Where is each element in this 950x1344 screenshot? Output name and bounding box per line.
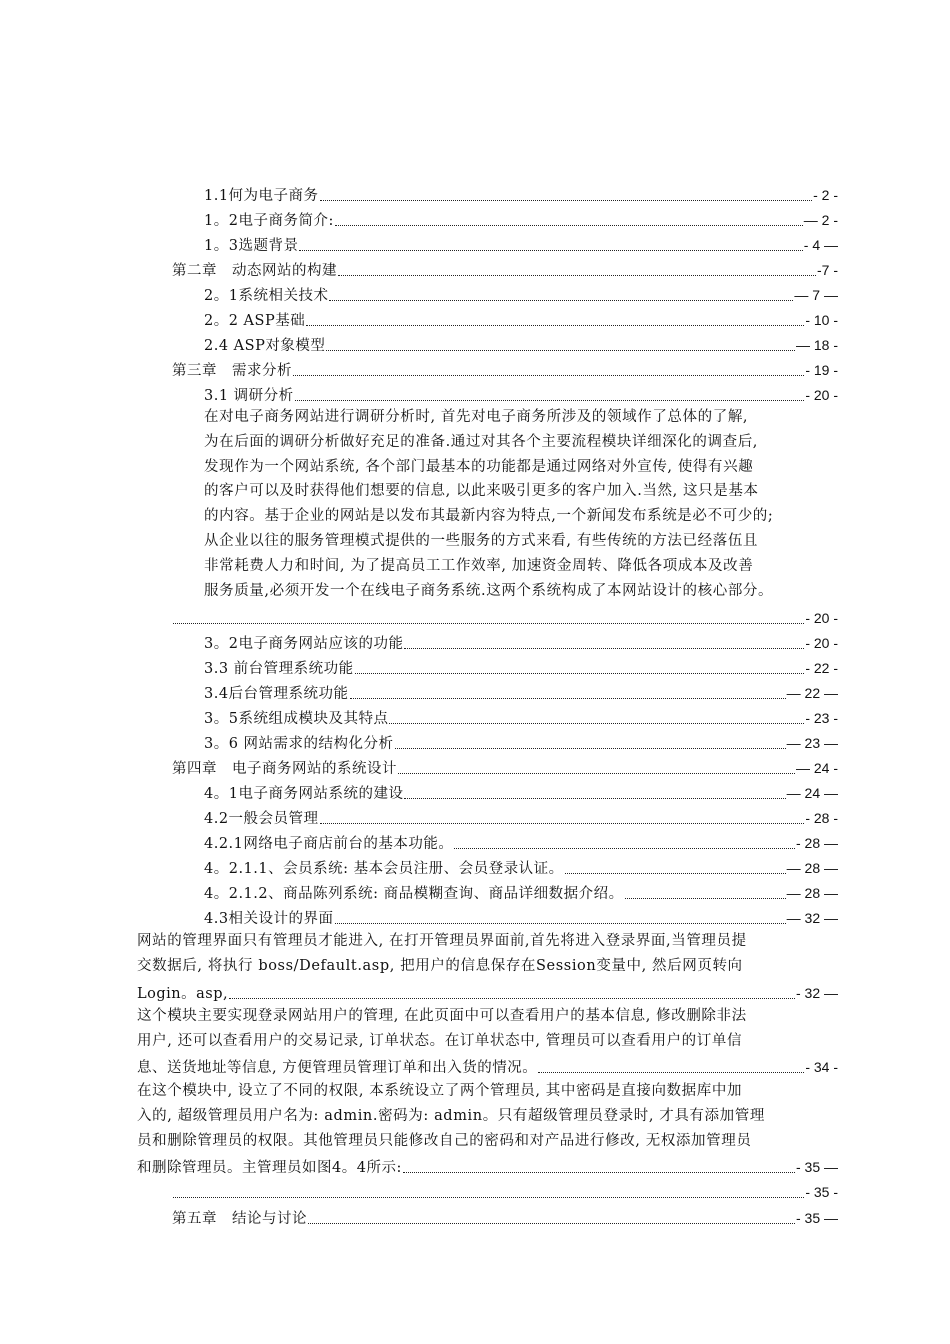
dot-leader [295, 400, 805, 401]
toc-entry[interactable] [204, 283, 838, 307]
toc-entry[interactable] [204, 183, 838, 207]
paragraph-line: 服务质量,必须开发一个在线电子商务系统.这两个系统构成了本网站设计的核心部分。 [204, 582, 774, 599]
dot-leader [173, 1197, 804, 1198]
paragraph-line: 非常耗费人力和时间, 为了提高员工工作效率, 加速资金周转、降低各项成本及改善 [204, 557, 754, 574]
paragraph-line: 在对电子商务网站进行调研分析时, 首先对电子商务所涉及的领域作了总体的了解, [204, 409, 749, 425]
permission-paragraph [137, 1079, 847, 1153]
toc-entry[interactable] [204, 308, 838, 332]
dot-leader [389, 723, 804, 724]
toc-entry-page: - 28 - [805, 810, 838, 826]
toc-entry-page: - 2 - [813, 187, 838, 203]
toc-entry[interactable] [204, 806, 838, 830]
toc-entry[interactable] [137, 1055, 838, 1079]
toc-chapter[interactable] [172, 1206, 838, 1230]
toc-entry-page: - 20 - [805, 610, 838, 626]
user-paragraph [137, 1004, 847, 1054]
paragraph-line: 这个模块主要实现登录网站用户的管理, 在此页面中可以查看用户的基本信息, 修改删除非法 [137, 1008, 747, 1024]
toc-entry-page: - 35 - [805, 1184, 838, 1200]
toc-entry[interactable] [204, 731, 838, 755]
dot-leader [335, 923, 786, 924]
toc-entry-page: - 34 - [805, 1059, 838, 1075]
toc-entry-title: Login。asp, [137, 986, 229, 1002]
toc-entry-title: 1。2电子商务简介: [204, 213, 334, 229]
toc-entry-title: 2。1系统相关技术 [204, 288, 329, 304]
dot-leader [403, 1172, 795, 1173]
dot-leader [326, 350, 795, 351]
paragraph-line: 网站的管理界面只有管理员才能进入, 在打开管理员界面前,首先将进入登录界面,当管理员提 [137, 933, 747, 949]
dot-leader [350, 698, 786, 699]
toc-entry-title: 3。5系统组成模块及其特点 [204, 711, 389, 727]
toc-entry-page: - 19 - [805, 362, 838, 378]
toc-entry[interactable] [204, 383, 838, 407]
toc-entry-title: 息、送货地址等信息, 方便管理员管理订单和出入货的情况。 [137, 1060, 538, 1076]
toc-entry[interactable] [204, 656, 838, 680]
dot-leader [398, 773, 795, 774]
dot-leader [404, 648, 804, 649]
toc-entry-title: 3.1 调研分析 [204, 388, 294, 404]
toc-entry[interactable] [204, 781, 838, 805]
toc-entry-title: 和删除管理员。主管理员如图4。4所示: [137, 1160, 402, 1176]
toc-leader-line[interactable] [172, 606, 838, 630]
toc-entry-title: 3.4后台管理系统功能 [204, 686, 349, 702]
toc-entry[interactable] [204, 333, 838, 357]
dot-leader [320, 200, 813, 201]
dot-leader [299, 250, 802, 251]
paragraph-line: 发现作为一个网站系统, 各个部门最基本的功能都是通过网络对外宣传, 使得有兴趣 [204, 458, 754, 475]
toc-chapter[interactable] [172, 756, 838, 780]
toc-entry[interactable] [204, 208, 838, 232]
dot-leader [625, 898, 786, 899]
toc-entry-page: - 20 - [805, 387, 838, 403]
toc-entry-page: — 18 - [795, 337, 838, 353]
toc-entry[interactable] [204, 831, 838, 855]
dot-leader [538, 1072, 804, 1073]
toc-entry-title: 第四章 电子商务网站的系统设计 [172, 761, 397, 777]
toc-entry[interactable] [137, 1155, 838, 1179]
paragraph-line: 入的, 超级管理员用户名为: admin.密码为: admin。只有超级管理员登录时, 才具有添加管理 [137, 1107, 765, 1124]
paragraph-line: 交数据后, 将执行 boss/Default.asp, 把用户的信息保存在Session变量中, 然后网页转向 [137, 957, 743, 974]
dot-leader [355, 673, 805, 674]
dot-leader [306, 325, 804, 326]
toc-entry-title: 4。1电子商务网站系统的建设 [204, 786, 404, 802]
toc-leader-line[interactable] [172, 1180, 838, 1204]
toc-entry-page: — 22 — [786, 685, 838, 701]
dot-leader [395, 748, 786, 749]
dot-leader [293, 375, 804, 376]
dot-leader [404, 798, 785, 799]
toc-entry-page: — 28 — [786, 885, 838, 901]
toc-entry[interactable] [204, 681, 838, 705]
toc-entry-title: 3。6 网站需求的结构化分析 [204, 736, 394, 752]
toc-entry-title: 3。2电子商务网站应该的功能 [204, 636, 404, 652]
toc-entry-title: 第五章 结论与讨论 [172, 1211, 307, 1227]
dot-leader [329, 300, 793, 301]
toc-entry[interactable] [204, 233, 838, 257]
paragraph-line: 用户, 还可以查看用户的交易记录, 订单状态。在订单状态中, 管理员可以查看用户的订单信 [137, 1032, 743, 1049]
paragraph-line: 的内容。基于企业的网站是以发布其最新内容为特点,一个新闻发布系统是必不可少的; [204, 508, 774, 525]
toc-entry[interactable] [204, 881, 838, 905]
toc-entry[interactable] [204, 856, 838, 880]
toc-entry-page: - 28 — [795, 835, 838, 851]
toc-entry[interactable] [204, 706, 838, 730]
dot-leader [565, 873, 786, 874]
toc-entry[interactable] [204, 631, 838, 655]
toc-chapter[interactable] [172, 358, 838, 382]
toc-entry-page: - 22 - [805, 660, 838, 676]
paragraph-line: 员和删除管理员的权限。其他管理员只能修改自己的密码和对产品进行修改, 无权添加管理员 [137, 1132, 752, 1149]
toc-entry-page: - 23 - [805, 710, 838, 726]
toc-entry-page: - 32 — [795, 985, 838, 1001]
toc-entry-title: 1.1何为电子商务 [204, 188, 319, 204]
dot-leader [173, 623, 804, 624]
dot-leader [454, 848, 795, 849]
toc-entry-title: 1。3选题背景 [204, 238, 299, 254]
toc-entry-title: 2。2 ASP基础 [204, 313, 306, 329]
toc-chapter[interactable] [172, 258, 838, 282]
toc-entry-page: - 35 — [795, 1210, 838, 1226]
toc-entry-title: 3.3 前台管理系统功能 [204, 661, 354, 677]
toc-entry-title: 4。2.1.1、会员系统: 基本会员注册、会员登录认证。 [204, 861, 564, 877]
paragraph-line: 的客户可以及时获得他们想要的信息, 以此来吸引更多的客户加入.当然, 这只是基本 [204, 483, 759, 500]
toc-entry-page: — 32 — [786, 910, 838, 926]
toc-entry-page: — 24 - [795, 760, 838, 776]
toc-entry-page: — 24 — [786, 785, 838, 801]
toc-entry-title: 4.2.1网络电子商店前台的基本功能。 [204, 836, 454, 852]
toc-entry-title: 4。2.1.2、商品陈列系统: 商品模糊查询、商品详细数据介绍。 [204, 886, 624, 902]
toc-entry[interactable] [137, 981, 838, 1005]
toc-entry-title: 第二章 动态网站的构建 [172, 263, 337, 279]
toc-entry-page: -7 - [817, 262, 838, 278]
toc-entry-page: — 28 — [786, 860, 838, 876]
dot-leader [338, 275, 816, 276]
toc-entry-page: — 7 — [794, 287, 838, 303]
toc-entry-page: — 23 — [786, 735, 838, 751]
research-paragraph [204, 405, 844, 603]
toc-entry-page: - 35 — [795, 1159, 838, 1175]
paragraph-line: 在这个模块中, 设立了不同的权限, 本系统设立了两个管理员, 其中密码是直接向数据库中加 [137, 1083, 743, 1099]
toc-entry-page: - 4 — [803, 237, 838, 253]
toc-entry-title: 2.4 ASP对象模型 [204, 338, 326, 354]
toc-entry-title: 第三章 需求分析 [172, 363, 292, 379]
dot-leader [320, 823, 805, 824]
toc-entry-page: - 10 - [805, 312, 838, 328]
dot-leader [335, 225, 803, 226]
toc-entry[interactable] [204, 906, 838, 930]
toc-entry-title: 4.3相关设计的界面 [204, 911, 334, 927]
paragraph-line: 为在后面的调研分析做好充足的准备.通过对其各个主要流程模块详细深化的调查后, [204, 433, 759, 450]
toc-entry-page: — 2 - [803, 212, 838, 228]
dot-leader [229, 998, 795, 999]
dot-leader [308, 1223, 795, 1224]
toc-entry-title: 4.2一般会员管理 [204, 811, 319, 827]
admin-paragraph [137, 929, 847, 979]
paragraph-line: 从企业以往的服务管理模式提供的一些服务的方式来看, 有些传统的方法已经落伍且 [204, 532, 759, 549]
toc-entry-page: - 20 - [805, 635, 838, 651]
